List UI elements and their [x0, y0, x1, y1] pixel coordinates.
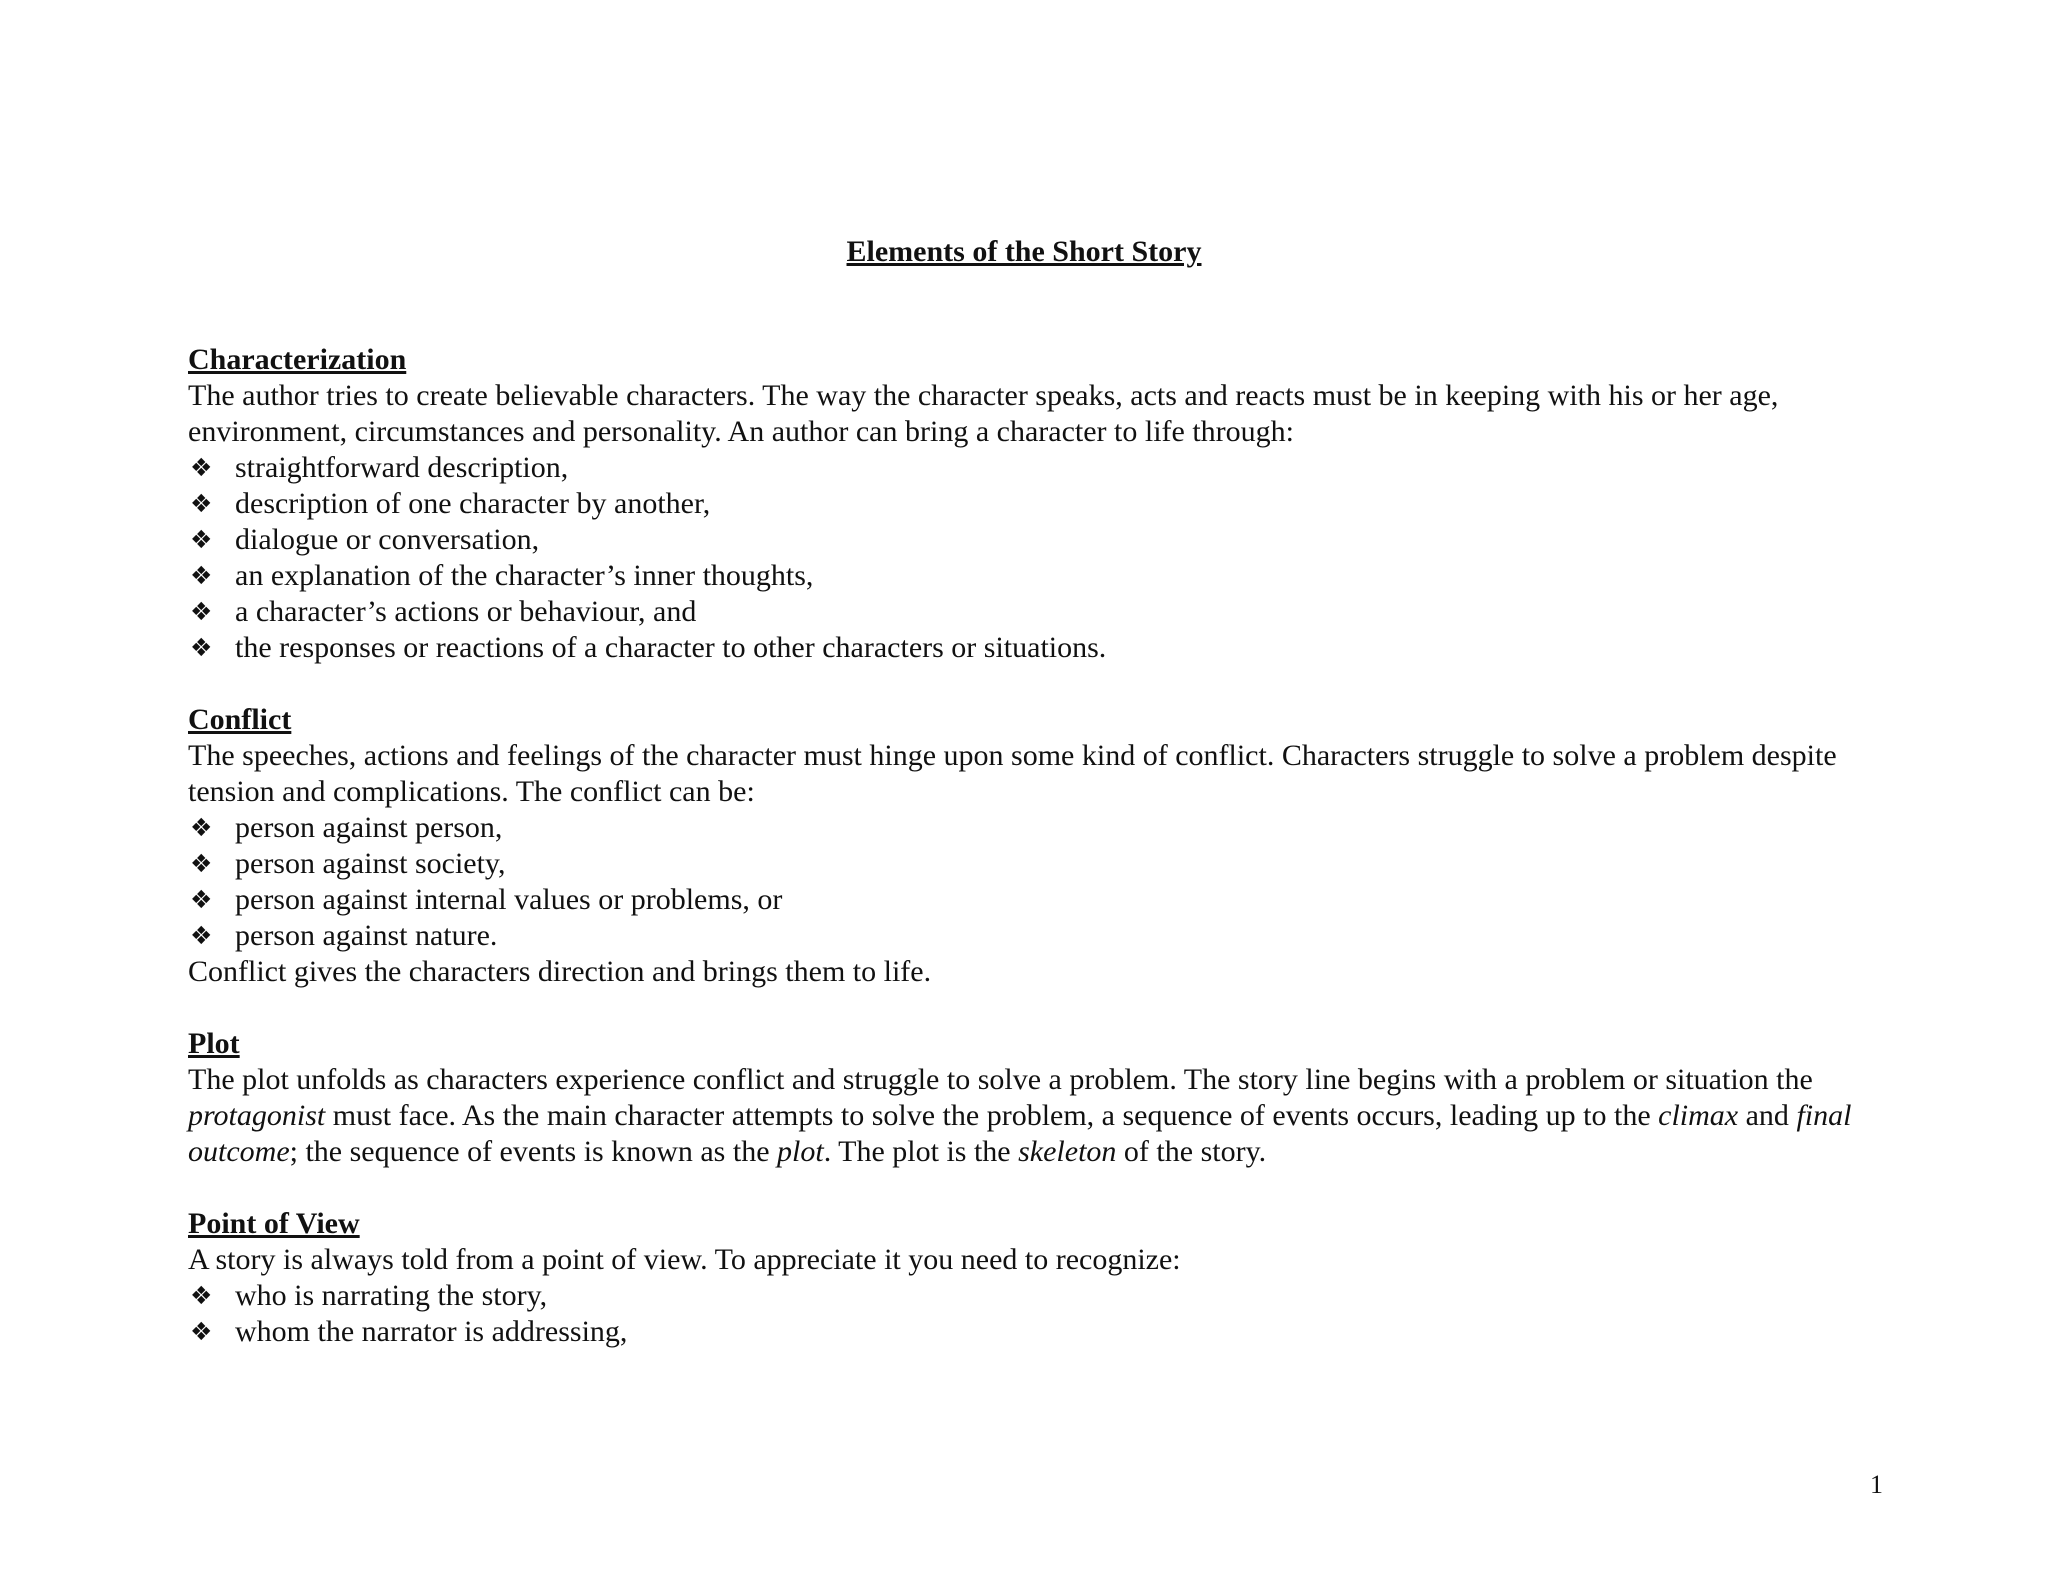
section-intro: The author tries to create believable characters. The way the character speaks, acts and reacts must be in keeping with his or her age, environment, circumstances and personality. An author can bring a character to life through: — [188, 379, 1779, 448]
section-point-of-view — [188, 1206, 1868, 1350]
section-paragraph: The plot unfolds as characters experience conflict and struggle to solve a problem. The story line begins with a problem or situation the protagonist must face. As the main character attempts to solve the problem, a sequence of events occurs, leading up to the climax and final outcome; the sequence of events is known as the plot. The plot is the skeleton of the story. — [188, 1063, 1852, 1168]
diamond-bullet-icon: ❖ — [190, 921, 213, 950]
diamond-bullet-icon: ❖ — [190, 525, 213, 554]
section-intro: The speeches, actions and feelings of the character must hinge upon some kind of conflict. Characters struggle to solve a problem despite tension and complications. The conflict can be: — [188, 739, 1837, 808]
section-heading: Plot — [188, 1027, 240, 1060]
diamond-bullet-icon: ❖ — [190, 453, 213, 482]
list-item: ❖ a character’s actions or behaviour, and — [190, 595, 697, 628]
section-characterization — [188, 342, 1868, 666]
section-heading: Characterization — [188, 343, 407, 376]
diamond-bullet-icon: ❖ — [190, 1281, 213, 1310]
section-conflict — [188, 702, 1868, 990]
page-title: Elements of the Short Story — [846, 235, 1202, 268]
list-item: ❖ straightforward description, — [190, 451, 569, 484]
list-item: ❖ whom the narrator is addressing, — [190, 1315, 628, 1348]
emphasis-term: final outcome — [188, 1099, 1852, 1168]
diamond-bullet-icon: ❖ — [190, 1317, 213, 1346]
bullet-list — [188, 1278, 1868, 1350]
bullet-list — [188, 810, 1868, 954]
emphasis-term: climax — [1658, 1099, 1739, 1132]
page-number: 1 — [1870, 1470, 1883, 1499]
section-heading: Conflict — [188, 703, 292, 736]
diamond-bullet-icon: ❖ — [190, 561, 213, 590]
diamond-bullet-icon: ❖ — [190, 849, 213, 878]
diamond-bullet-icon: ❖ — [190, 813, 213, 842]
section-outro: Conflict gives the characters direction and brings them to life. — [188, 955, 932, 988]
diamond-bullet-icon: ❖ — [190, 597, 213, 626]
section-intro: A story is always told from a point of view. To appreciate it you need to recognize: — [188, 1243, 1181, 1276]
bullet-list — [188, 450, 1868, 666]
list-item: ❖ person against nature. — [190, 919, 498, 952]
list-item: ❖ person against person, — [190, 811, 503, 844]
section-plot — [188, 1026, 1868, 1170]
list-item: ❖ dialogue or conversation, — [190, 523, 540, 556]
diamond-bullet-icon: ❖ — [190, 489, 213, 518]
list-item: ❖ person against society, — [190, 847, 506, 880]
document-body — [188, 342, 1868, 1386]
emphasis-term: plot — [777, 1135, 824, 1168]
emphasis-term: skeleton — [1018, 1135, 1117, 1168]
list-item: ❖ an explanation of the character’s inner thoughts, — [190, 559, 814, 592]
list-item: ❖ description of one character by another, — [190, 487, 711, 520]
emphasis-term: protagonist — [188, 1099, 326, 1132]
list-item: ❖ the responses or reactions of a character to other characters or situations. — [190, 631, 1107, 664]
diamond-bullet-icon: ❖ — [190, 633, 213, 662]
diamond-bullet-icon: ❖ — [190, 885, 213, 914]
list-item: ❖ person against internal values or problems, or — [190, 883, 783, 916]
section-heading: Point of View — [188, 1207, 360, 1240]
list-item: ❖ who is narrating the story, — [190, 1279, 548, 1312]
